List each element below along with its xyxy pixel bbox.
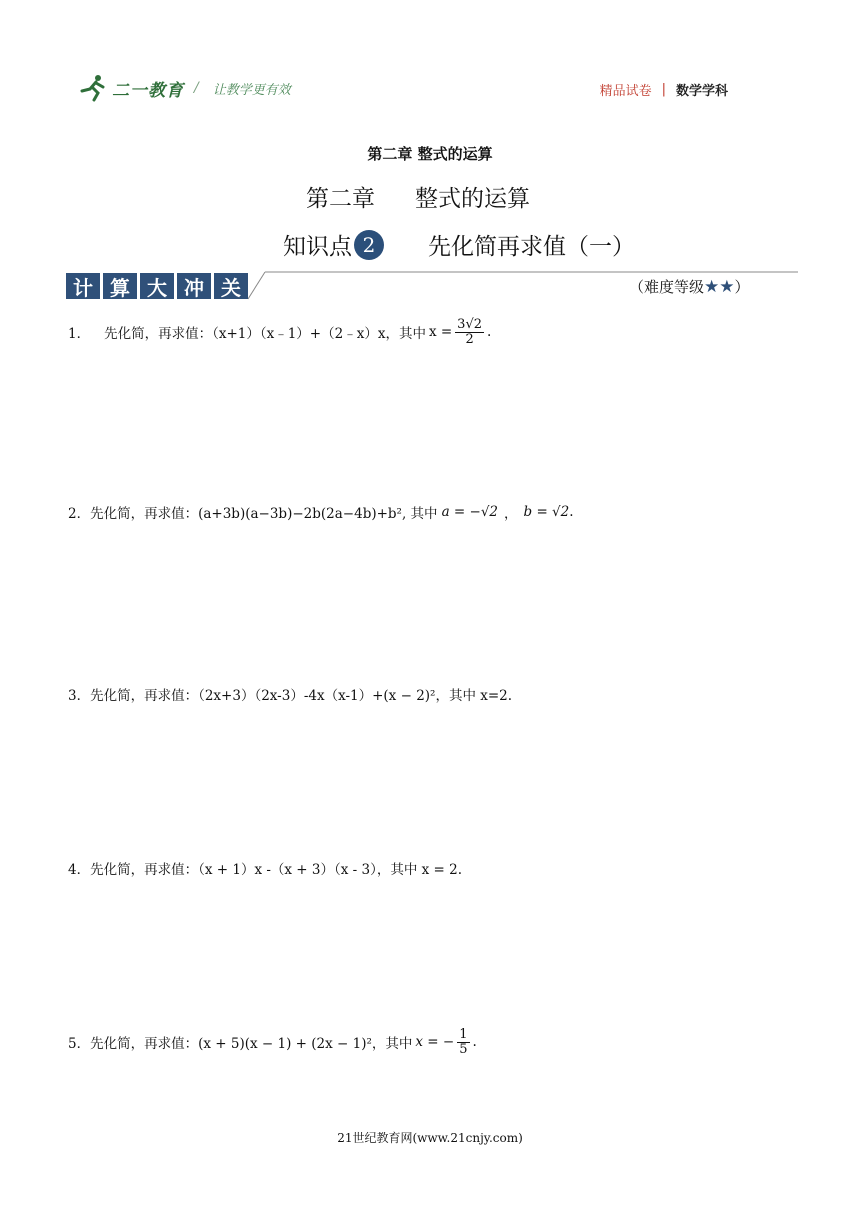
runner-logo-icon: [78, 73, 108, 103]
header-tags: [600, 80, 728, 99]
problem-text: 先化简，再求值：(a+3b)(a−3b)−2b(2a−4b)+b², 其中: [90, 506, 438, 522]
chapter-name: 整式的运算: [415, 186, 530, 212]
problem-number: 4．: [68, 862, 91, 878]
kp-title: 先化简再求值（一）: [428, 234, 635, 260]
problem-text: 先化简，再求值：(x + 5)(x − 1) + (2x − 1)²，其中: [90, 1036, 413, 1053]
problem-fraction: [455, 318, 484, 346]
logo-text: 二一教育: [112, 80, 184, 101]
banner-char: 大: [140, 273, 174, 299]
problem-fraction: [457, 1028, 469, 1056]
problem-3: [68, 684, 512, 704]
tag-separator: |: [661, 82, 666, 97]
problem-text: 先化简，再求值：（2x+3）（2x-3）-4x（x-1）+(x − 2)²，其中 x=2.: [90, 688, 513, 704]
problem-text: 先化简，再求值：（x+1）（x﹣1）+（2﹣x）x，其中: [104, 326, 426, 343]
problem-end: .: [569, 504, 574, 520]
problem-number: 2．: [68, 506, 91, 522]
banner-char: 算: [103, 273, 137, 299]
problem-end: .: [487, 324, 492, 341]
problem-condition-b: b = √2: [523, 504, 570, 520]
header-slash: /: [194, 80, 199, 96]
header-logo: [78, 72, 291, 104]
problem-text: 先化简，再求值：（x + 1）x -（x + 3）（x - 3），其中 x = 2.: [90, 862, 463, 878]
difficulty-close: ）: [734, 278, 750, 296]
page-footer: 21世纪教育网(www.21cnjy.com): [337, 1131, 523, 1145]
star-icon: ★★: [704, 276, 735, 297]
fraction-numerator: 1: [459, 1027, 468, 1042]
difficulty-label: （难度等级: [629, 278, 705, 296]
problem-condition-var: x =: [428, 324, 453, 341]
problem-end: .: [472, 1034, 477, 1051]
problem-condition-a: a = −√2: [441, 504, 499, 520]
banner-char: 计: [66, 273, 100, 299]
kp-number-badge: 2: [354, 230, 384, 260]
problem-number: 3．: [68, 688, 91, 704]
problem-number: 5．: [68, 1036, 91, 1053]
problem-number: 1．: [68, 326, 91, 343]
slogan: 让教学更有效: [212, 82, 291, 98]
chapter-title: [306, 180, 530, 213]
banner-char: 关: [214, 273, 248, 299]
problem-5: [68, 1028, 477, 1056]
kp-prefix: 知识点: [283, 234, 352, 260]
problem-1: [68, 318, 491, 346]
problem-4: [68, 858, 462, 878]
section-banner: [66, 273, 251, 299]
difficulty-rating: [629, 276, 750, 297]
banner-char: 冲: [177, 273, 211, 299]
chapter-heading-small: 第二章 整式的运算: [367, 145, 493, 163]
fraction-numerator: 3√2: [457, 317, 482, 332]
chapter-number: 第二章: [306, 186, 375, 212]
tag-paper: 精品试卷: [599, 84, 652, 99]
tag-subject: 数学学科: [675, 84, 728, 99]
problem-condition-var: x = −: [415, 1034, 455, 1051]
fraction-denominator: 2: [465, 331, 474, 347]
problem-2: 2． 先化简，再求值：(a+3b)(a−3b)−2b(2a−4b)+b², 其中 a = −√2 ， b = √2 .: [68, 504, 574, 522]
knowledge-point-title: [283, 228, 635, 261]
fraction-denominator: 5: [459, 1041, 468, 1057]
